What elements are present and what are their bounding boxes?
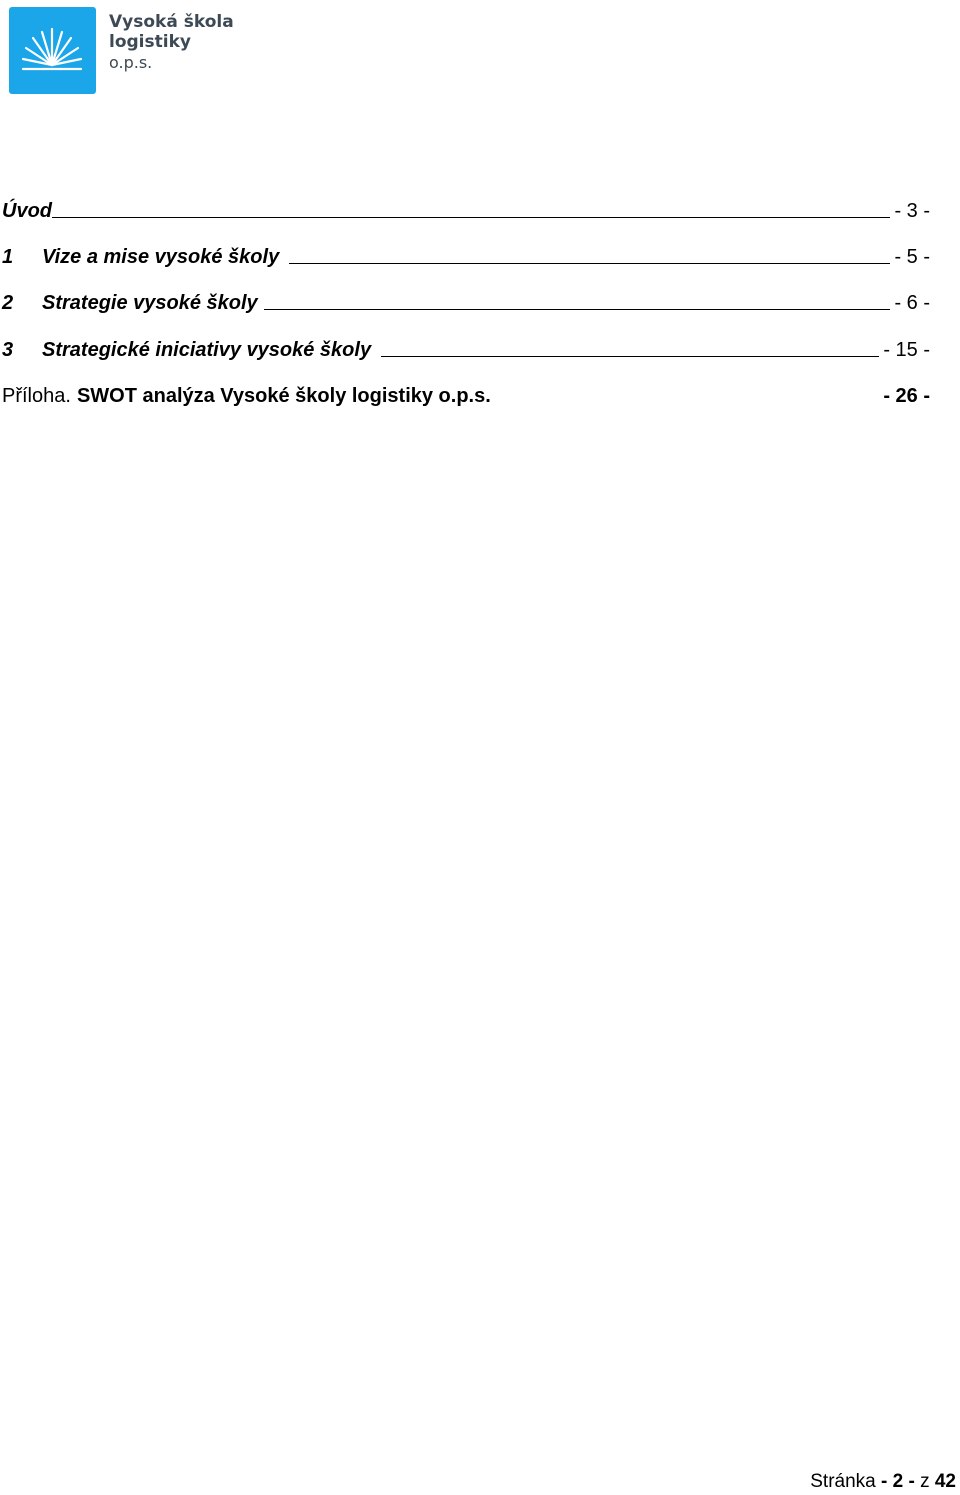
- footer-current-page: - 2 -: [881, 1471, 915, 1492]
- annex-prefix: Příloha.: [2, 385, 71, 407]
- toc-entry-3[interactable]: [0, 332, 930, 362]
- toc-leader-line: [381, 356, 879, 357]
- logo-line-1: Vysoká škola: [109, 12, 234, 32]
- sunrise-book-icon: [9, 7, 96, 94]
- toc-leader-line: [264, 309, 891, 310]
- toc-entry-page: - 3 -: [894, 200, 930, 222]
- toc-entry-number: 3: [2, 339, 14, 361]
- toc-leader-line: [289, 263, 890, 264]
- footer-of: z: [920, 1471, 930, 1492]
- toc-entry-annex[interactable]: [0, 378, 930, 408]
- footer-label: Stránka: [810, 1471, 876, 1492]
- toc-entry-title: Vize a mise vysoké školy: [42, 246, 280, 268]
- logo-line-2: logistiky: [109, 31, 191, 52]
- toc-entry-page: - 15 -: [883, 339, 930, 361]
- toc-entry-1[interactable]: [0, 239, 930, 269]
- toc-entry-page: - 6 -: [894, 292, 930, 314]
- toc-entry-title: Úvod: [2, 200, 52, 222]
- toc-entry-number: 1: [2, 246, 14, 268]
- footer-total-pages: 42: [934, 1471, 956, 1492]
- annex-title: SWOT analýza Vysoké školy logistiky o.p.s.: [76, 385, 491, 407]
- logo-wordmark: [109, 13, 234, 72]
- toc-entry-title: Strategie vysoké školy: [42, 292, 258, 314]
- logo-line-3: o.p.s.: [109, 53, 153, 73]
- school-logo: [9, 7, 239, 95]
- toc-entry-page: - 26 -: [883, 385, 930, 407]
- toc-entry-number: 2: [2, 292, 14, 314]
- toc-entry-title: Strategické iniciativy vysoké školy: [42, 339, 372, 361]
- page-footer: [810, 1471, 956, 1493]
- toc-entry-intro[interactable]: [0, 193, 930, 223]
- toc-entry-2[interactable]: [0, 285, 930, 315]
- toc-leader-line: [52, 217, 890, 218]
- toc-entry-page: - 5 -: [894, 246, 930, 268]
